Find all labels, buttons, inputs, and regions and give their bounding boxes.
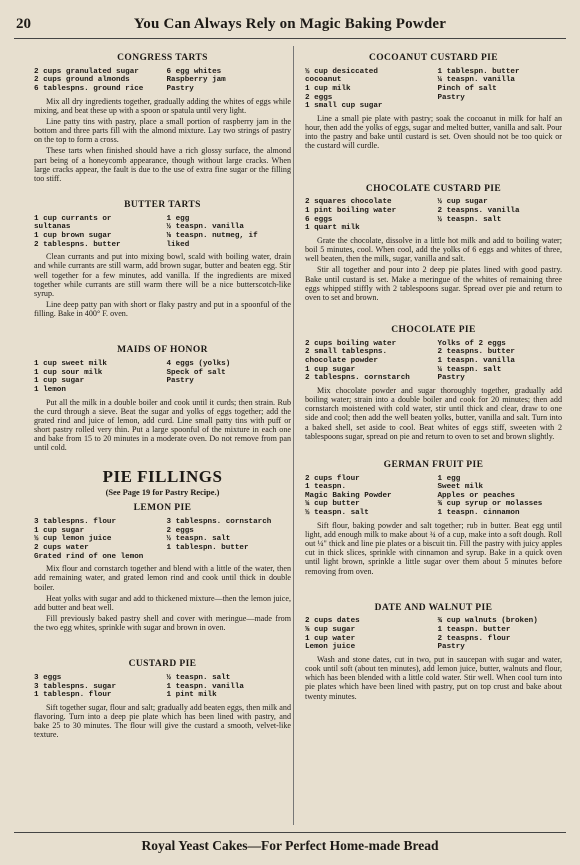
ingredient: 3 eggs [34,673,62,682]
recipe-title: LEMON PIE [133,503,192,514]
ingredient: 1 teaspn. butter [437,626,511,635]
ingredient-list [34,674,291,700]
ingredient: 1 tablespn. butter [166,543,249,552]
page-header: You Can Always Rely on Magic Baking Powder [133,16,447,32]
instruction-paragraph: Mix all dry ingredients together, gradually adding the whites of eggs while mixing, and beat these up with a spoon or spatula until very light. [34,96,291,115]
ingredient: ¾ cup syrup or molasses [437,500,543,509]
recipe-title: CONGRESS TARTS [117,53,208,63]
ingredient-list [305,475,562,518]
ingredient: 1 pint milk [166,691,217,700]
ingredient: 6 egg whites [166,67,222,76]
ingredient: 2 eggs [305,93,333,102]
ingredient: ½ cup lemon juice [34,535,112,544]
ingredient: 2 cups granulated sugar [34,67,139,76]
left-column [34,48,291,741]
ingredient: Yolks of 2 eggs [437,339,506,348]
recipe-german-fruit-pie [305,460,562,576]
instruction-paragraph: Clean currants and put into mixing bowl, scald with boiling water, drain and while currants are still warm, add brown sugar, butter and beaten egg. Stir well together for a few minutes, add vanilla. If the ingredients are mixed together while currants are still warm there will be a nice butterscotch-like syrup. [34,252,291,298]
ingredient: ½ cup desiccated [305,67,378,76]
ingredient: Raspberry jam [166,76,226,85]
recipe-title: CHOCOLATE PIE [391,324,476,335]
ingredient [438,102,563,111]
ingredient: 2 eggs [166,526,194,535]
ingredient: cocoanut [305,76,342,85]
instruction-paragraph: Mix flour and cornstarch together and blend with a little of the water, then add remaining water, and grated lemon rind and cook until thick in double boiler. [34,564,291,592]
ingredient: 1 cup sugar [305,365,356,374]
ingredient: 1 small cup sugar [305,102,383,111]
recipe-maids-of-honor [34,345,291,452]
ingredient: 1 egg [437,474,461,483]
ingredient: 1 lemon [34,386,66,395]
ingredient: 1 cup currants or [34,214,112,223]
recipe-butter-tarts [34,200,291,318]
recipe-title: CHOCOLATE CUSTARD PIE [365,183,502,194]
ingredient: ⅛ teaspn. nutmeg, if [166,232,258,241]
ingredient: ⅛ cup sugar [305,626,356,635]
ingredient: 3 tablespns. cornstarch [166,517,272,526]
ingredient: ½ teaspn. salt [166,535,231,544]
ingredient: 1 tablespn. butter [437,67,520,76]
ingredient: 1 cup brown sugar [34,232,112,241]
ingredient: Pastry [437,643,465,652]
instruction-paragraph: Fill previously baked pastry shell and cover with meringue—made from the two egg whites, sprinkle with sugar and brown in oven. [34,613,291,633]
ingredient: liked [166,240,190,249]
recipe-title: COCOANUT CUSTARD PIE [368,53,499,63]
ingredient: ¼ cup butter [305,500,360,509]
recipe-date-and-walnut-pie [305,603,562,701]
ingredient: ¼ teaspn. vanilla [437,76,515,85]
ingredient: 2 teaspns. butter [437,348,515,357]
ingredient: Magic Baking Powder [305,491,392,500]
ingredient: 1 teaspn. vanilla [166,682,244,691]
ingredient: 2 cups ground almonds [34,76,130,85]
ingredient: Pastry [166,377,194,386]
ingredient-list [305,68,562,111]
ingredient-list [34,215,291,250]
ingredient [167,553,292,562]
ingredient: 1 cup sour milk [34,368,103,377]
ingredient: 1 teaspn. cinnamon [437,509,520,518]
instruction-paragraph: These tarts when finished should have a rich glossy surface, the almond part being of a honeycomb appearance, though without large cracks. When large cracks appear, the fault is due to the use of extra fine sugar or the filling too stiff. [34,146,291,183]
section-title: PIE FILLINGS [102,466,223,486]
ingredient: 6 tablespns. ground rice [34,85,144,94]
ingredient: 2 tablespns. butter [34,240,121,249]
ingredient: 1 tablespn. flour [34,691,112,700]
ingredient: ¼ teaspn. salt [437,365,502,374]
ingredient: 1 pint boiling water [305,206,397,215]
header-rule [14,38,566,39]
ingredient: 2 small tablespns. [305,348,388,357]
section-pie-fillings [34,467,291,498]
ingredient: 1 cup water [305,634,356,643]
ingredient-list [305,617,562,652]
ingredient: 3 tablespns. sugar [34,682,117,691]
ingredient-list [34,360,291,395]
recipe-lemon-pie [34,503,291,632]
recipe-title: DATE AND WALNUT PIE [374,602,493,613]
recipe-title: CUSTARD PIE [128,659,197,670]
ingredient: ½ cup sugar [437,198,488,207]
instruction-paragraph: Mix chocolate powder and sugar thoroughly together, gradually add boiling water; strain into a double boiler and cook for 20 minutes; then add cornstarch moistened with cold water, stir until thick and clear, draw to one side and cool; then add the well beaten yolks, butter, vanilla and salt. Turn into a baked shell, set aside to cool. Beat whites of eggs stiff, sweeten with 2 tablespoons sugar, spread on pie and return to oven to set and brown slightly. [305,385,562,441]
ingredient: Pinch of salt [437,85,497,94]
instruction-paragraph: Line patty tins with pastry, place a small portion of raspberry jam in the bottom and three parts fill with the almond mixture. Lay two strings of pastry on the top to form a cross. [34,116,291,145]
ingredient: 2 tablespns. cornstarch [305,374,410,383]
column-divider [293,46,294,825]
ingredient: 1 quart milk [305,224,360,233]
instruction-paragraph: Heat yolks with sugar and add to thickened mixture—then the lemon juice, add butter and beat well. [34,593,291,612]
ingredient: Speck of salt [166,368,226,377]
section-note: (See Page 19 for Pastry Recipe.) [105,487,220,497]
ingredient: Pastry [437,374,465,383]
recipe-cocoanut-custard-pie [305,53,562,151]
ingredient: chocolate powder [305,356,378,365]
ingredient: 4 eggs (yolks) [166,360,231,369]
ingredient: 2 cups dates [305,617,360,626]
recipe-congress-tarts [34,53,291,183]
recipe-chocolate-pie [305,325,562,441]
instruction-paragraph: Sift flour, baking powder and salt together; rub in butter. Beat egg until light, add enough milk to make about ¾ of a cup, make into a soft dough. Roll out ¼" thick and line pie plates or a biscuit tin. Fill the pastry with juicy apples cut in thick slices, sprinkle with cinnamon and syrup. Bake in a quick oven until light brown, sprinkle a little sugar over them about 5 minutes before removing from oven. [305,520,562,576]
ingredient: 6 eggs [305,215,333,224]
instruction-paragraph: Line deep patty pan with short or flaky pastry and put in a spoonful of the filling. Bake in 400° F. oven. [34,300,291,319]
footer-rule [14,832,566,833]
ingredient: sultanas [34,223,71,232]
recipe-title: MAIDS OF HONOR [117,345,208,356]
ingredient: 1 cup sugar [34,526,85,535]
ingredient: Apples or peaches [437,491,515,500]
ingredient: 2 teaspns. flour [437,634,511,643]
ingredient: Lemon juice [305,643,356,652]
ingredient-list [305,340,562,383]
ingredient: 3 tablespns. flour [34,517,117,526]
ingredient: 1 cup milk [305,85,351,94]
ingredient-list [34,518,291,561]
ingredient: 1 teaspn. [305,483,347,492]
ingredient: ½ teaspn. vanilla [166,223,244,232]
page-header-bar [14,12,566,38]
ingredient: ¾ cup walnuts (broken) [437,617,538,626]
ingredient-list [305,198,562,233]
ingredient: 1 teaspn. vanilla [437,356,515,365]
ingredient [438,224,563,233]
recipe-title: GERMAN FRUIT PIE [383,459,484,470]
ingredient [167,386,292,395]
instruction-paragraph: Stir all together and pour into 2 deep pie plates lined with good pastry. Bake until custard is set. Make a meringue of the whites of remaining three eggs whipped stiffly with 2 tablespoons sugar. Spread over pie and return to oven to set and brown. [305,265,562,302]
page-number: 20 [16,16,31,32]
ingredient: 1 egg [166,214,190,223]
right-column [305,48,562,703]
ingredient: ½ teaspn. salt [437,215,502,224]
instruction-paragraph: Line a small pie plate with pastry; soak the cocoanut in milk for half an hour, then add the yolks of eggs, sugar and melted butter, vanilla and salt. Pour into the pastry and bake until custard is set. Oven should not be too quick or the custard will curdle. [305,114,562,151]
instruction-paragraph: Put all the milk in a double boiler and cook until it curds; then strain. Rub the curd through a sieve. Beat the sugar and yolks of eggs together; add the grated rind and juice of lemon, add curd. Line small patty tins with puff or short pastry rolled very thin. Put a large spoonful of the mixture in each one and bake from 15 to 20 minutes in a moderate oven. Do not remove from pan until cold. [34,397,291,453]
ingredient: Grated rind of one lemon [34,552,144,561]
ingredient: 2 cups boiling water [305,339,397,348]
ingredient: 1 cup sweet milk [34,360,107,369]
ingredient: 2 teaspns. vanilla [437,206,520,215]
instruction-paragraph: Wash and stone dates, cut in two, put in saucepan with sugar and water, cook until soft (about ten minutes), add lemon juice, butter, walnuts and flour, which has been blended with a little cold water. Stir well. When cool turn into pie plates which have been lined with pastry, put on top crust and bake about twenty minutes. [305,655,562,701]
ingredient: Pastry [166,85,194,94]
ingredient-list [34,68,291,94]
recipe-chocolate-custard-pie [305,184,562,302]
ingredient: 2 cups flour [305,474,360,483]
page-footer: Royal Yeast Cakes—For Perfect Home-made Bread [141,838,439,853]
recipe-custard-pie [34,659,291,739]
ingredient: 1 cup sugar [34,377,85,386]
ingredient: ½ teaspn. salt [166,673,231,682]
ingredient: 2 cups water [34,543,89,552]
instruction-paragraph: Grate the chocolate, dissolve in a little hot milk and add to boiling water; boil 5 minutes, cool. When cool, add the yolks of 6 eggs and whites of three, well beaten, then the milk, sugar, vanilla and salt. [305,235,562,264]
recipe-title: BUTTER TARTS [124,199,201,210]
ingredient: Sweet milk [437,483,484,492]
ingredient: ½ teaspn. salt [305,509,369,518]
ingredient: Pastry [437,93,465,102]
instruction-paragraph: Sift together sugar, flour and salt; gradually add beaten eggs, then milk and flavoring. Turn into a deep pie plate which has been lined with pastry, and bake 25 to 30 minutes. The flour will give the custard a smooth, velvet-like texture. [34,702,291,740]
ingredient: 2 squares chocolate [305,198,392,207]
